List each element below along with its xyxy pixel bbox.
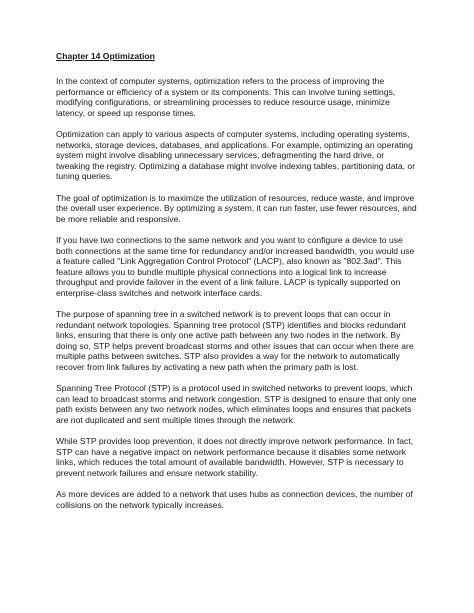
paragraph-optimization-goal: The goal of optimization is to maximize the utilization of resources, reduce waste, and improve the overall user experience. By optimizing a system, it can run faster, use fewer resources, and be more reliable and responsive. [56, 192, 417, 224]
chapter-title: Chapter 14 Optimization [56, 51, 155, 61]
paragraph-stp-definition: Spanning Tree Protocol (STP) is a protocol used in switched networks to prevent loops, which can lead to broadcast storms and network congestion. STP is designed to ensure that only one path exists between any two network nodes, which eliminates loops and ensures that packets are not duplicated and sent multiple times through the network. [56, 383, 417, 425]
paragraph-optimization-definition: In the context of computer systems, optimization refers to the process of improving the performance or efficiency of a system or its components. This can involve tuning settings, modifying configurations, or streamlining processes to reduce resource usage, minimize latency, or speed up response times. [56, 76, 396, 118]
paragraph-optimization-aspects: Optimization can apply to various aspects of computer systems, including operating systems, networks, storage devices, databases, and applications. For example, optimizing an operating system might involve disabling unnecessary services, defragmenting the hard drive, or tweaking the registry. Optimizing a database might involve indexing tables, partitioning data, or tuning queries. [56, 128, 416, 182]
paragraph-stp-performance: While STP provides loop prevention, it does not directly improve network performance. In fact, STP can have a negative impact on network performance because it disables some network links, which reduces the total amount of available bandwidth. However, STP is necessary to prevent network failures and ensure network stability. [56, 436, 414, 478]
paragraph-spanning-tree-purpose: The purpose of spanning tree in a switched network is to prevent loops that can occur in redundant network topologies. Spanning tree protocol (STP) identifies and blocks redundant links, ensuring that there is only one active path between any two nodes in the network. By doing so, STP helps prevent broadcast storms and other issues that can occur when there are multiple paths between switches. STP also provides a way for the network to automatically recover from link failures by activating a new path when the primary path is lost. [56, 309, 414, 373]
paragraph-lacp: If you have two connections to the same network and you want to configure a device to use both connections at the same time for redundancy and/or increased bandwidth, you would use a feature called "Link Aggregation Control Protocol" (LACP), also known as "802.3ad". This feature allows you to bundle multiple physical connections into a logical link to increase throughput and provide failover in the event of a link failure. LACP is typically supported on enterprise-class switches and network interface cards. [56, 234, 415, 298]
paragraph-hubs-collisions: As more devices are added to a network that uses hubs as connection devices, the number of collisions on the network typically increases. [56, 489, 413, 510]
